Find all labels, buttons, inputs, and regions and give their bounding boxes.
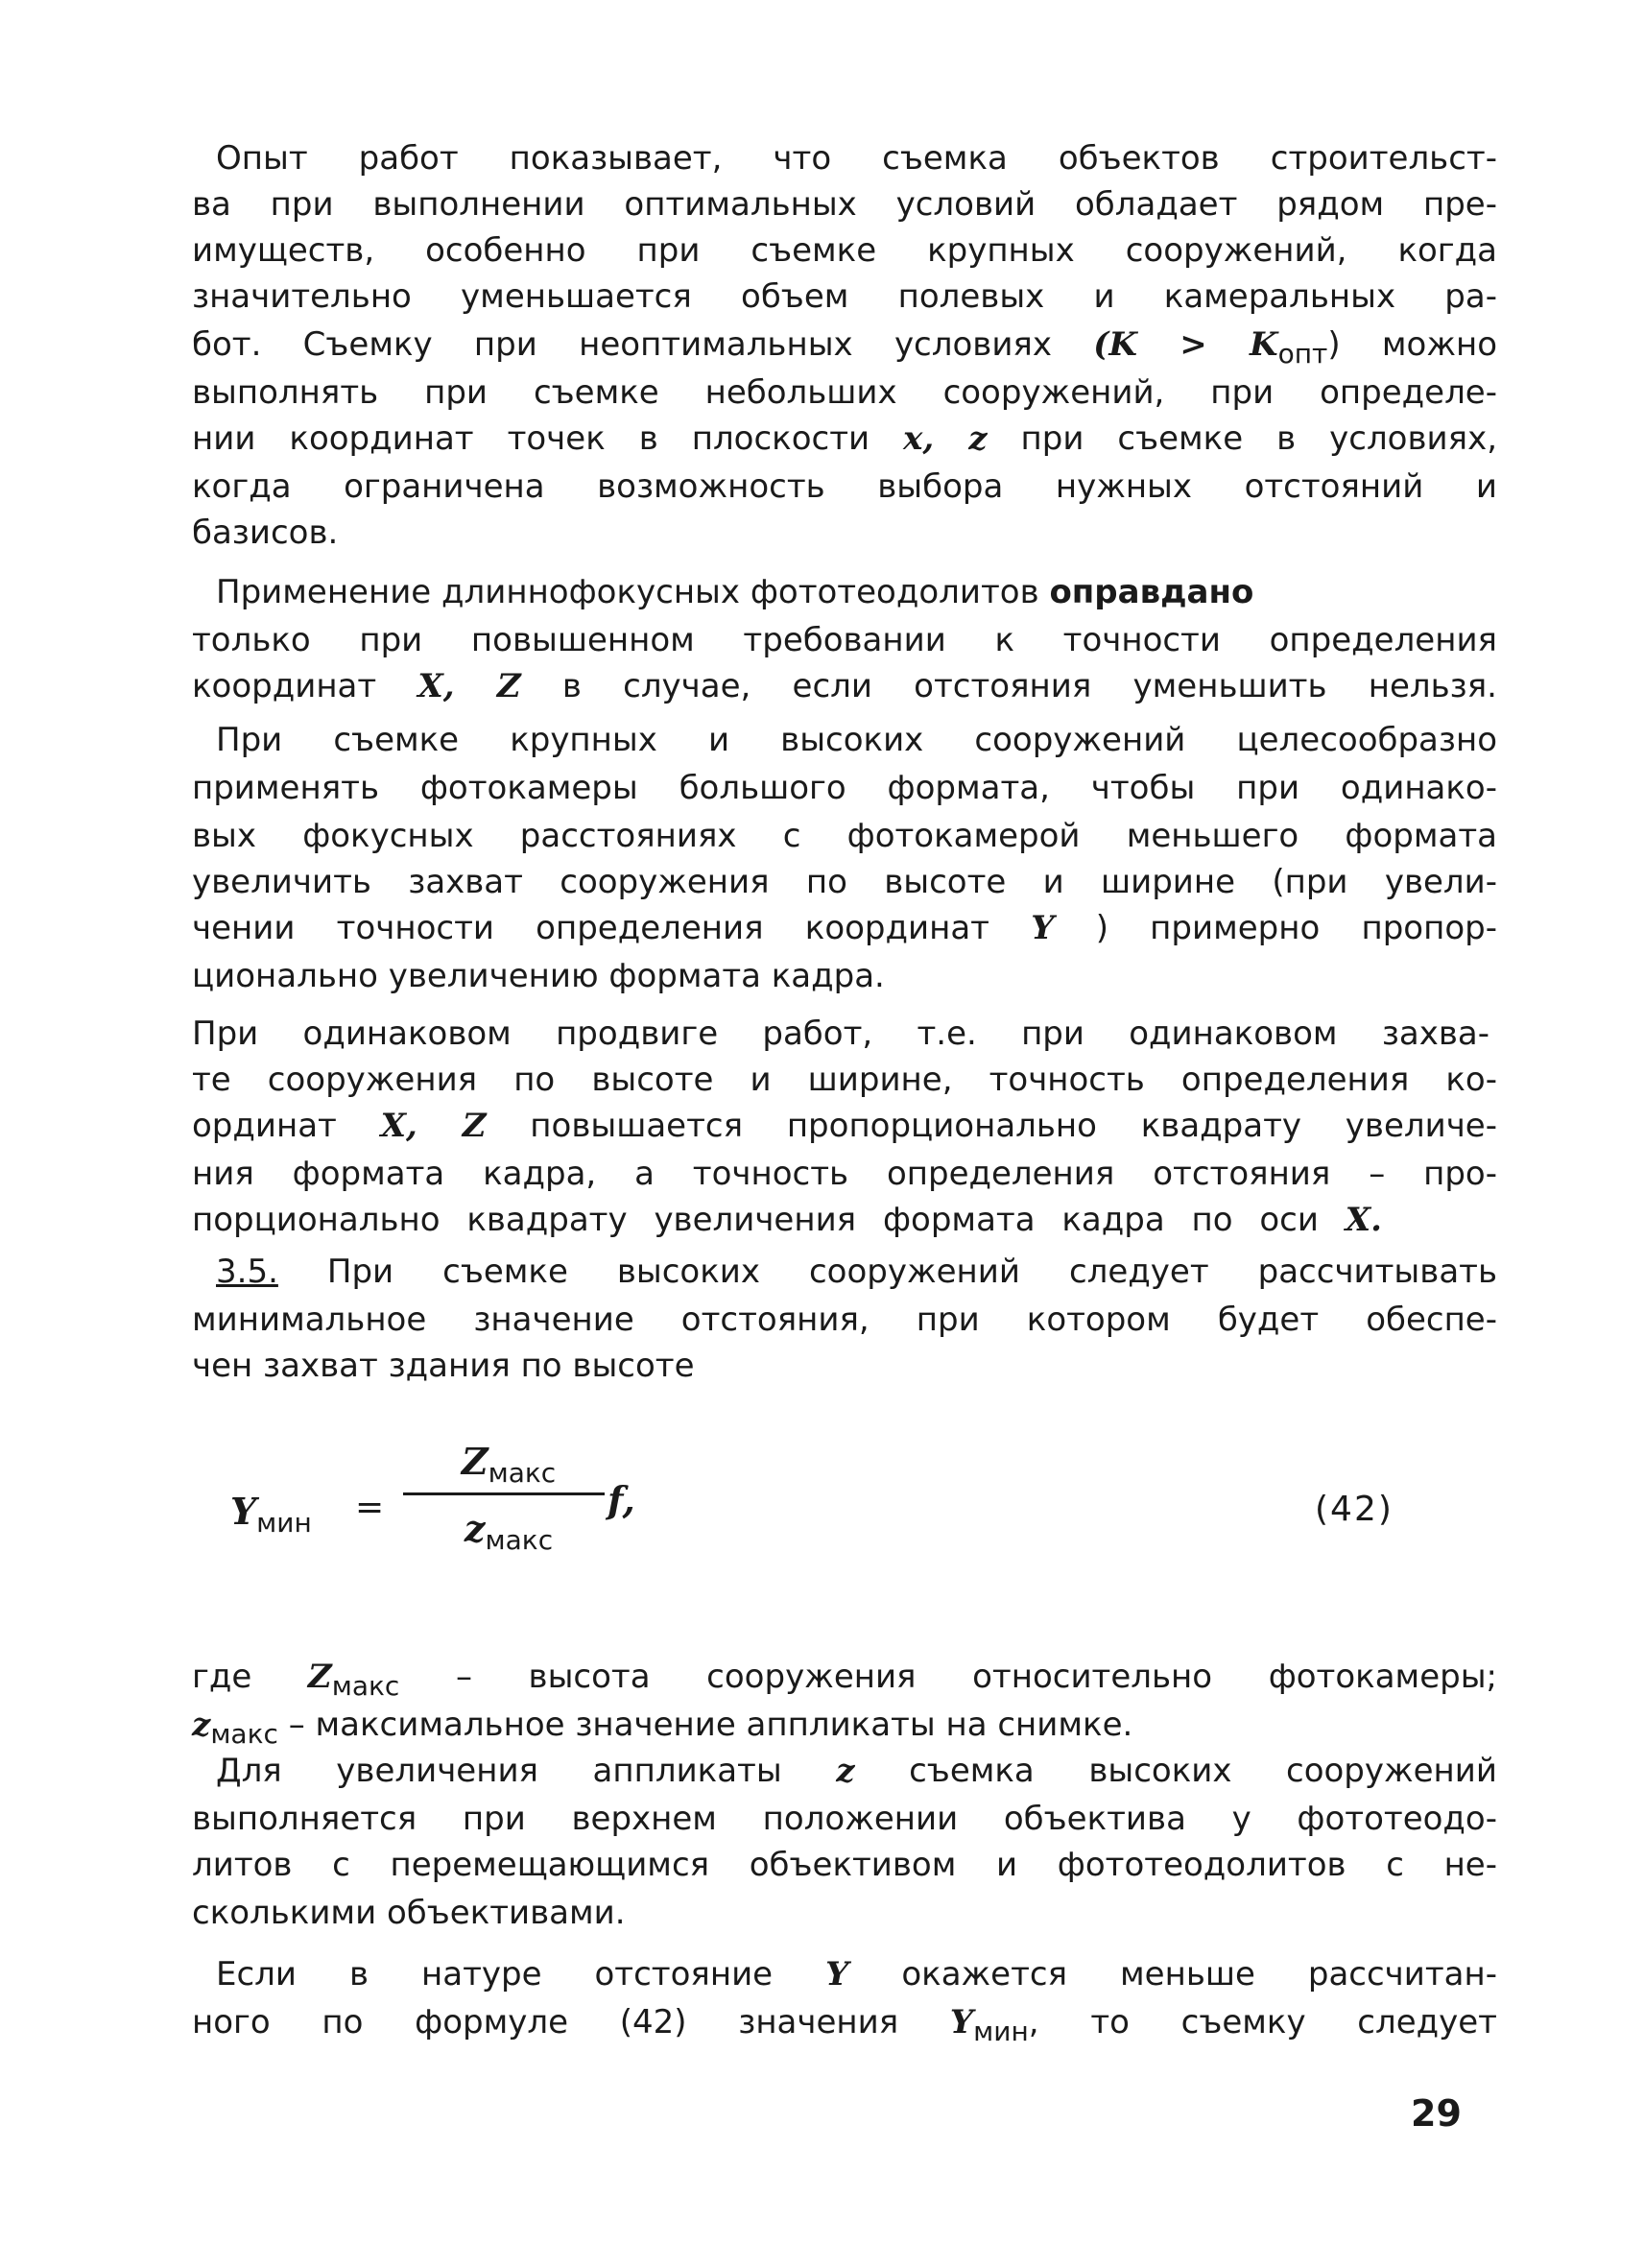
text-line: применять фотокамеры большого формата, чтобы при одинако- — [192, 769, 1497, 807]
text-line: сколькими объективами. — [192, 1894, 626, 1932]
text-line: 3.5. При съемке высоких сооружений следует рассчитывать — [216, 1253, 1497, 1291]
text-line: только при повышенном требовании к точности определения — [192, 621, 1497, 659]
formula-denominator: $z_{макс}$ — [464, 1507, 554, 1556]
text-line: Применение длиннофокусных фототеодолитов оправдано — [216, 573, 1254, 611]
text-line: ординат X, Z повышается пропорционально квадрату увеличе- — [192, 1107, 1497, 1145]
text-line: При съемке крупных и высоких сооружений целесообразно — [216, 721, 1497, 759]
text-line: чен захват здания по высоте — [192, 1347, 695, 1385]
formula-numerator: $Z_{макс}$ — [461, 1440, 557, 1489]
text-line: имуществ, особенно при съемке крупных сооружений, когда — [192, 231, 1497, 270]
text-line: При одинаковом продвиге работ, т.е. при одинаковом захва- — [192, 1015, 1489, 1053]
section-number: 3.5. — [216, 1253, 278, 1291]
fraction-bar — [403, 1492, 605, 1495]
text-line: ного по формуле (42) значения $Y_{мин}$, то съемку следует — [192, 2003, 1497, 2047]
text-line: значительно уменьшается объем полевых и камеральных ра- — [192, 277, 1497, 316]
text-line: порционально квадрату увеличения формата кадра по оси X. — [192, 1201, 1382, 1239]
text-line: минимальное значение отстояния, при котором будет обеспе- — [192, 1301, 1497, 1339]
text-line: Опыт работ показывает, что съемка объектов строительст- — [216, 139, 1497, 178]
text-line: координат X, Z в случае, если отстояния уменьшить нельзя. — [192, 667, 1497, 705]
text-line: ва при выполнении оптимальных условий обладает рядом пре- — [192, 185, 1497, 224]
text-line: Для увеличения аппликаты z съемка высоких сооружений — [216, 1752, 1497, 1790]
formula-focal-length: f, — [608, 1478, 635, 1521]
text-line: бот. Съемку при неоптимальных условиях $(K > K_{опт})$ можно — [192, 325, 1498, 370]
text-line: выполнять при съемке небольших сооружений, при определе- — [192, 373, 1497, 412]
page-number: 29 — [1411, 2092, 1462, 2135]
text-line: литов с перемещающимся объективом и фототеодолитов с не- — [192, 1846, 1497, 1884]
text-line: базисов. — [192, 513, 339, 552]
text-line: Если в натуре отстояние Y окажется меньше рассчитан- — [216, 1955, 1497, 1993]
text-line: ционально увеличению формата кадра. — [192, 957, 885, 995]
equation-number: (42) — [1315, 1490, 1394, 1529]
text-line: ния формата кадра, а точность определения отстояния – про- — [192, 1155, 1497, 1193]
text-line: нии координат точек в плоскости x, z при съемке в условиях, — [192, 419, 1497, 458]
formula-42 — [230, 1440, 1507, 1593]
text-line: вых фокусных расстояниях с фотокамерой меньшего формата — [192, 817, 1497, 855]
text-line: чении точности определения координат Y ) примерно пропор- — [192, 909, 1497, 947]
formula-equals: = — [355, 1488, 385, 1527]
text-line: когда ограничена возможность выбора нужных отстояний и — [192, 467, 1497, 506]
text-line: увеличить захват сооружения по высоте и ширине (при увели- — [192, 863, 1497, 901]
text-line: выполняется при верхнем положении объектива у фототеодо- — [192, 1800, 1497, 1838]
formula-lhs: $Y_{мин}$ — [230, 1490, 312, 1539]
text-line: где $Z_{макс}$ – высота сооружения относительно фотокамеры; — [192, 1658, 1497, 1702]
text-line: $z_{макс}$ – максимальное значение аппликаты на снимке. — [192, 1706, 1133, 1750]
text-line: те сооружения по высоте и ширине, точность определения ко- — [192, 1061, 1497, 1099]
